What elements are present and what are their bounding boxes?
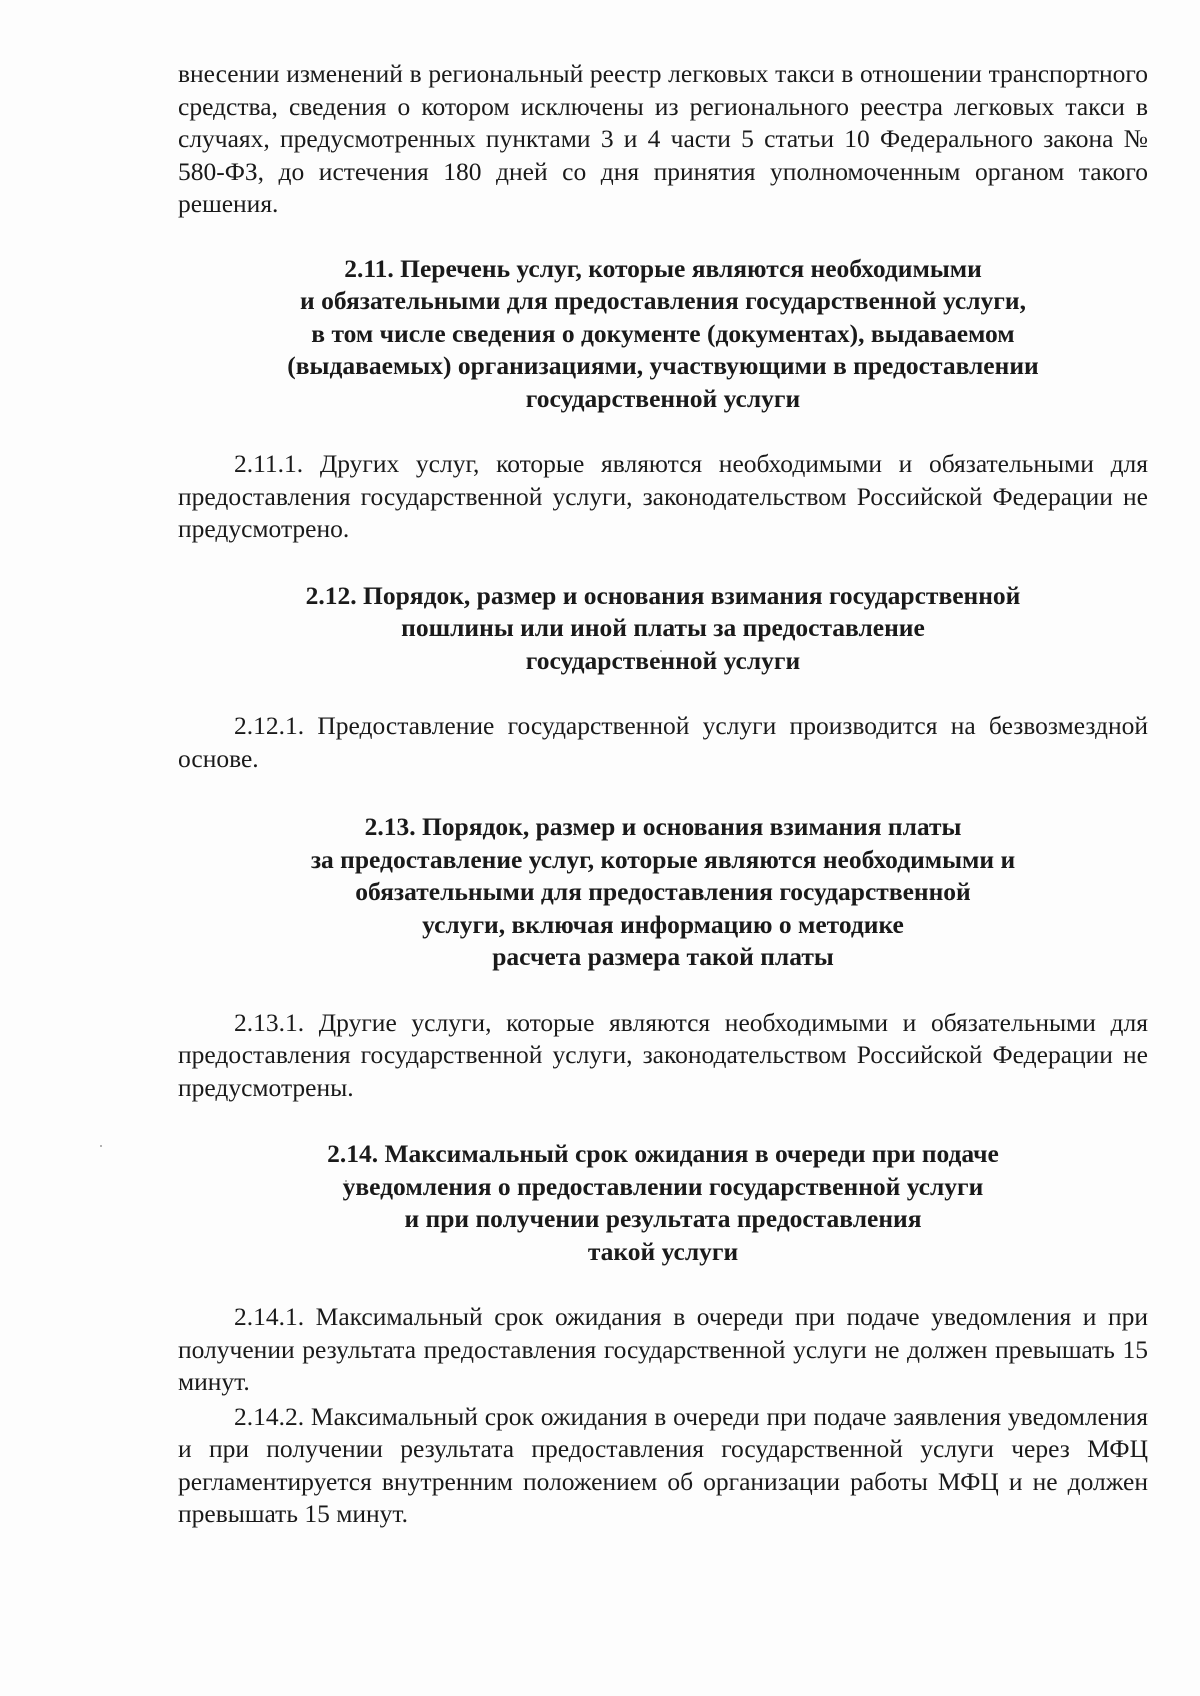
heading-line: пошлины или иной платы за предоставление	[401, 613, 925, 642]
intro-paragraph: внесении изменений в региональный реестр легковых такси в отношении транспортного средства, сведения о котором исключены из регионального реестра легковых такси в случаях, предусмотренных пунктами 3 и 4 части 5 статьи 10 Федерального закона № 580-ФЗ, до истечения 180 дней со дня принятия уполномоченным органом такого решения.	[178, 59, 1148, 218]
document-body	[178, 58, 1148, 1531]
paragraph-2-13-1: 2.13.1. Другие услуги, которые являются необходимыми и обязательными для предоставления государственной услуги, законодательством Российской Федерации не предусмотрены.	[178, 1007, 1148, 1102]
section-heading-2-13	[178, 811, 1148, 974]
paragraph-2-12-1: 2.12.1. Предоставление государственной услуги производится на безвозмездной основе.	[178, 711, 1148, 773]
heading-line: услуги, включая информацию о методике	[422, 909, 904, 939]
heading-line: государственной услуги	[525, 383, 801, 413]
heading-line: расчета размера такой платы	[492, 942, 834, 971]
heading-line: 2.12. Порядок, размер и основания взимания государственной	[305, 580, 1021, 610]
section-heading-2-12	[178, 580, 1148, 678]
heading-line: и при получении результата предоставления	[404, 1204, 922, 1233]
heading-line: обязательными для предоставления государственной	[355, 877, 971, 906]
scan-speck	[100, 1145, 102, 1147]
heading-line: в том числе сведения о документе (документах), выдаваемом	[311, 318, 1015, 348]
heading-line: такой услуги	[587, 1236, 739, 1266]
paragraph-2-14-1: 2.14.1. Максимальный срок ожидания в очереди при подаче уведомления и при получении результата предоставления государственной услуги не должен превышать 15 минут.	[178, 1302, 1148, 1396]
heading-line: государственной услуги	[525, 645, 801, 675]
section-heading-2-14	[178, 1138, 1148, 1268]
heading-line: (выдаваемых) организациями, участвующими в предоставлении	[287, 351, 1039, 380]
heading-line: уведомления о предоставлении государственной услуги	[342, 1171, 984, 1201]
heading-line: 2.13. Порядок, размер и основания взимания платы	[364, 812, 962, 841]
paragraph-2-14-2: 2.14.2. Максимальный срок ожидания в очереди при подаче заявления уведомления и при получении результата предоставления государственной услуги через МФЦ регламентируется внутренним положением об организации работы МФЦ и не должен превышать 15 минут.	[178, 1401, 1148, 1528]
section-heading-2-11	[178, 253, 1148, 416]
paragraph-2-11-1: 2.11.1. Других услуг, которые являются необходимыми и обязательными для предоставления государственной услуги, законодательством Российской Федерации не предусмотрено.	[178, 449, 1148, 543]
heading-line: за предоставление услуг, которые являются необходимыми и	[310, 844, 1016, 874]
heading-line: 2.14. Максимальный срок ожидания в очереди при подаче	[327, 1139, 999, 1168]
heading-line: 2.11. Перечень услуг, которые являются необходимыми	[344, 253, 982, 283]
heading-line: и обязательными для предоставления государственной услуги,	[300, 286, 1026, 315]
